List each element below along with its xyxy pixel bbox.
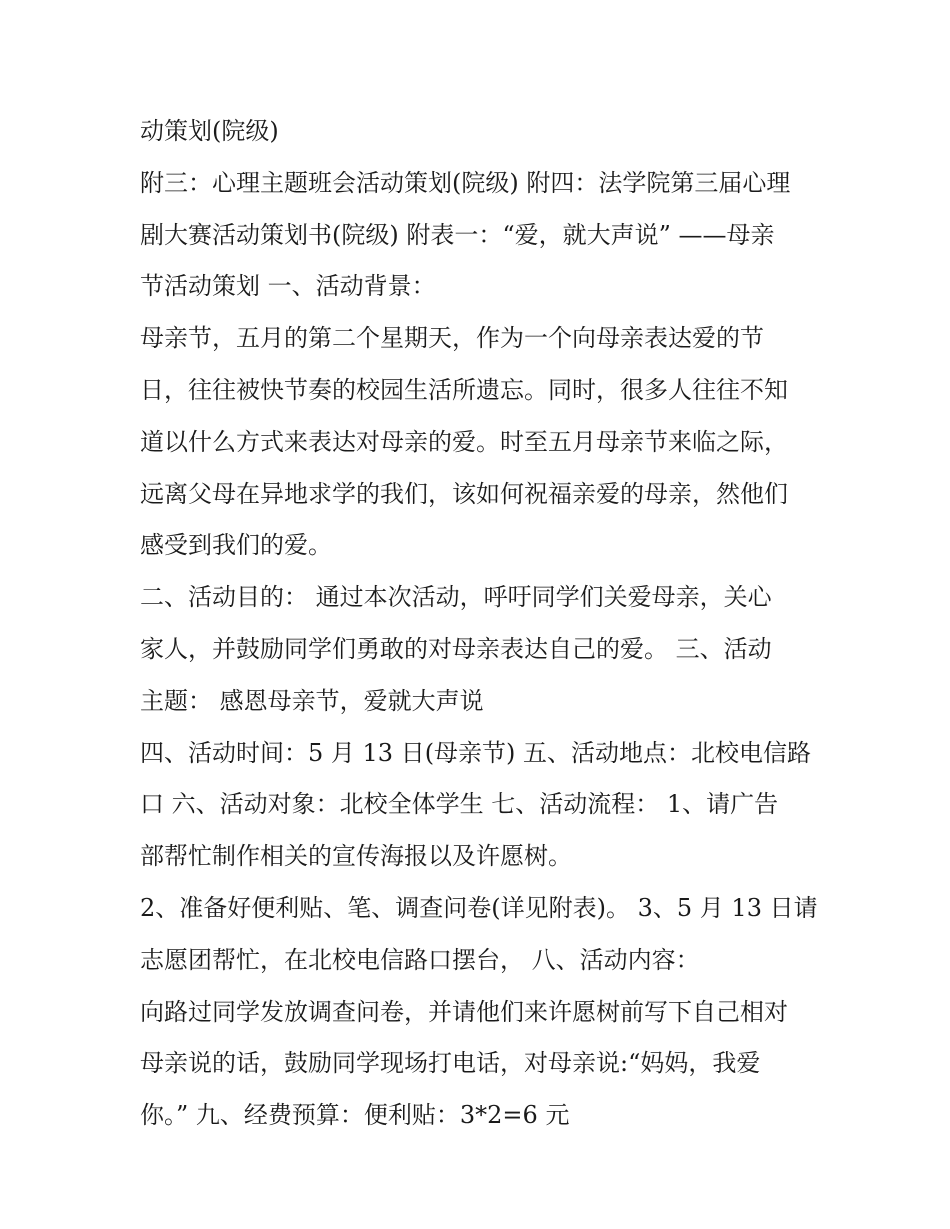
text-line: 感受到我们的爱。: [140, 531, 332, 560]
text-line: 家人，并鼓励同学们勇敢的对母亲表达自己的爱。 三、活动: [140, 634, 772, 663]
text-line: 志愿团帮忙，在北校电信路口摆台， 八、活动内容：: [140, 945, 700, 974]
text-line: 向路过同学发放调查问卷，并请他们来许愿树前写下自己相对: [140, 997, 788, 1026]
text-line: 2、准备好便利贴、笔、调查问卷(详见附表)。 3、5 月 13 日请: [140, 893, 818, 922]
text-line: 动策划(院级): [140, 117, 279, 145]
text-line: 部帮忙制作相关的宣传海报以及许愿树。: [140, 842, 572, 871]
document-body: [140, 106, 820, 1142]
text-line: 节活动策划 一、活动背景：: [140, 272, 436, 301]
text-line: 日，往往被快节奏的校园生活所遗忘。同时，很多人往往不知: [140, 375, 788, 404]
text-line: 母亲说的话，鼓励同学现场打电话，对母亲说:“妈妈，我爱: [140, 1049, 761, 1078]
text-line: 四、活动时间：5 月 13 日(母亲节) 五、活动地点：北校电信路: [140, 738, 812, 767]
text-line: 口 六、活动对象：北校全体学生 七、活动流程： 1、请广告: [140, 790, 779, 819]
text-line: 主题： 感恩母亲节，爱就大声说: [140, 686, 484, 715]
text-line: 母亲节，五月的第二个星期天，作为一个向母亲表达爱的节: [140, 324, 764, 353]
text-line: 道以什么方式来表达对母亲的爱。时至五月母亲节来临之际，: [140, 427, 788, 456]
text-line: 二、活动目的： 通过本次活动，呼吁同学们关爱母亲，关心: [140, 583, 772, 612]
text-line: 你。” 九、经费预算：便利贴：3*2=6 元: [140, 1101, 570, 1130]
text-line: 剧大赛活动策划书(院级) 附表一：“爱，就大声说” ——母亲: [140, 220, 775, 249]
text-line: 远离父母在异地求学的我们，该如何祝福亲爱的母亲，然他们: [140, 479, 788, 508]
text-line: 附三：心理主题班会活动策划(院级) 附四：法学院第三届心理: [140, 168, 791, 197]
